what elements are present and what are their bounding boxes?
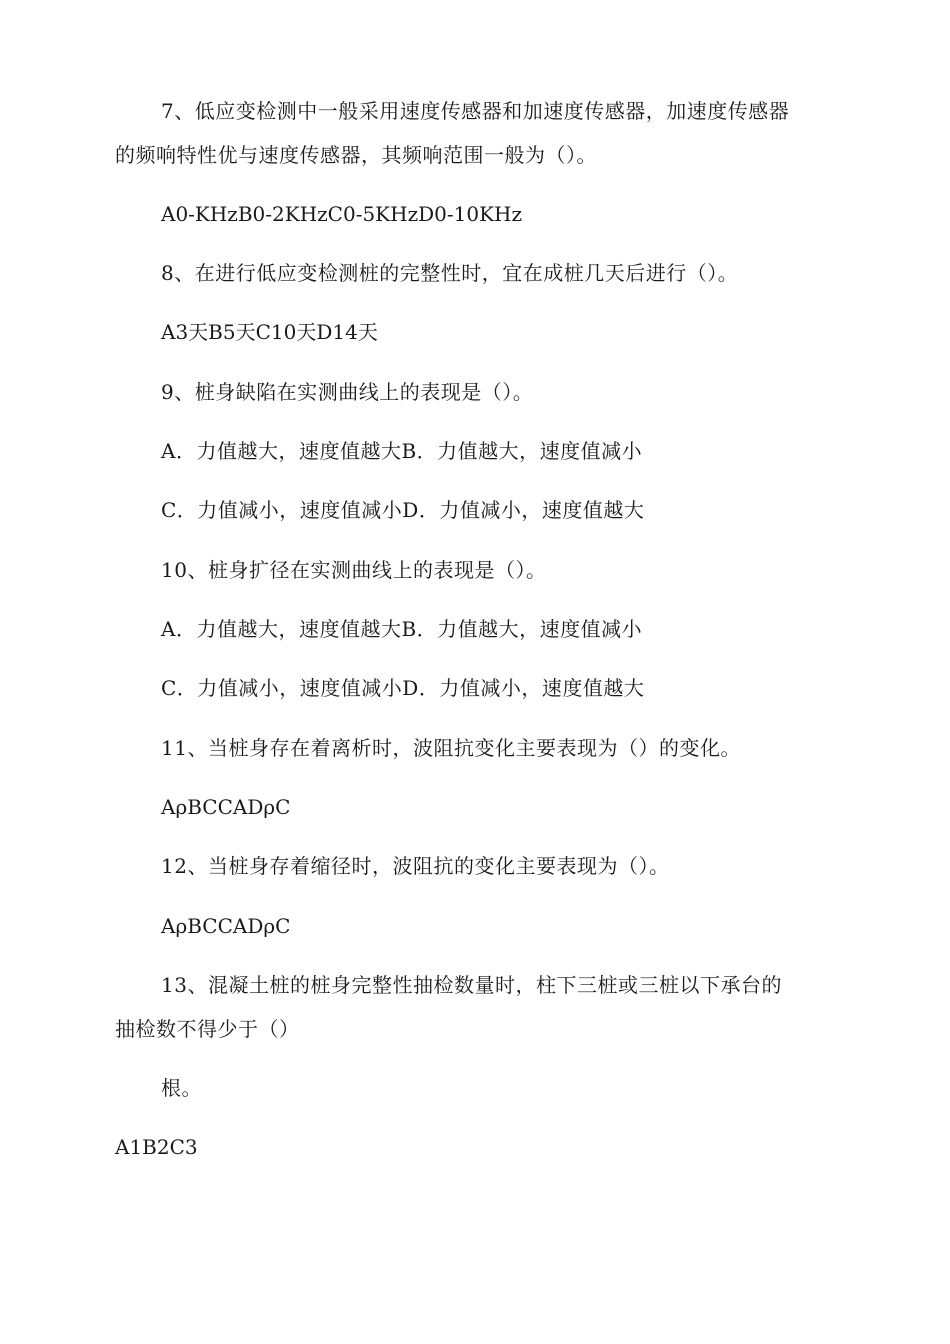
q9-text: 9、桩身缺陷在实测曲线上的表现是（）。 — [161, 380, 534, 404]
q10-options-ab: A．力值越大，速度值越大B．力值越大，速度值减小 — [161, 617, 643, 641]
q13-text-line3: 根。 — [161, 1076, 202, 1100]
q10-options-cd: C．力值减小，速度值减小D．力值减小，速度值越大 — [161, 676, 645, 700]
q8-options: A3天B5天C10天D14天 — [161, 320, 378, 344]
q13-text-line1: 13、混凝土桩的桩身完整性抽检数量时，柱下三桩或三桩以下承台的 — [161, 973, 782, 997]
q9-options-cd: C．力值减小，速度值减小D．力值减小，速度值越大 — [161, 498, 645, 522]
q13-options: A1B2C3 — [115, 1135, 198, 1159]
q7-text-line1: 7、低应变检测中一般采用速度传感器和加速度传感器，加速度传感器 — [161, 99, 790, 123]
q12-options: AρBCCADρC — [161, 914, 291, 938]
q7-text-line2: 的频响特性优与速度传感器，其频响范围一般为（）。 — [115, 143, 597, 167]
q8-text: 8、在进行低应变检测桩的完整性时，宜在成桩几天后进行（）。 — [161, 261, 739, 285]
q10-text: 10、桩身扩径在实测曲线上的表现是（）。 — [161, 558, 547, 582]
q13-text-line2: 抽检数不得少于（） — [115, 1017, 300, 1041]
q11-text: 11、当桩身存在着离析时，波阻抗变化主要表现为（）的变化。 — [161, 736, 741, 760]
q9-options-ab: A．力值越大，速度值越大B．力值越大，速度值减小 — [161, 439, 643, 463]
q7-options: A0-KHzB0-2KHzC0-5KHzD0-10KHz — [161, 202, 522, 226]
q11-options: AρBCCADρC — [161, 795, 291, 819]
q12-text: 12、当桩身存着缩径时，波阻抗的变化主要表现为（）。 — [161, 854, 670, 878]
